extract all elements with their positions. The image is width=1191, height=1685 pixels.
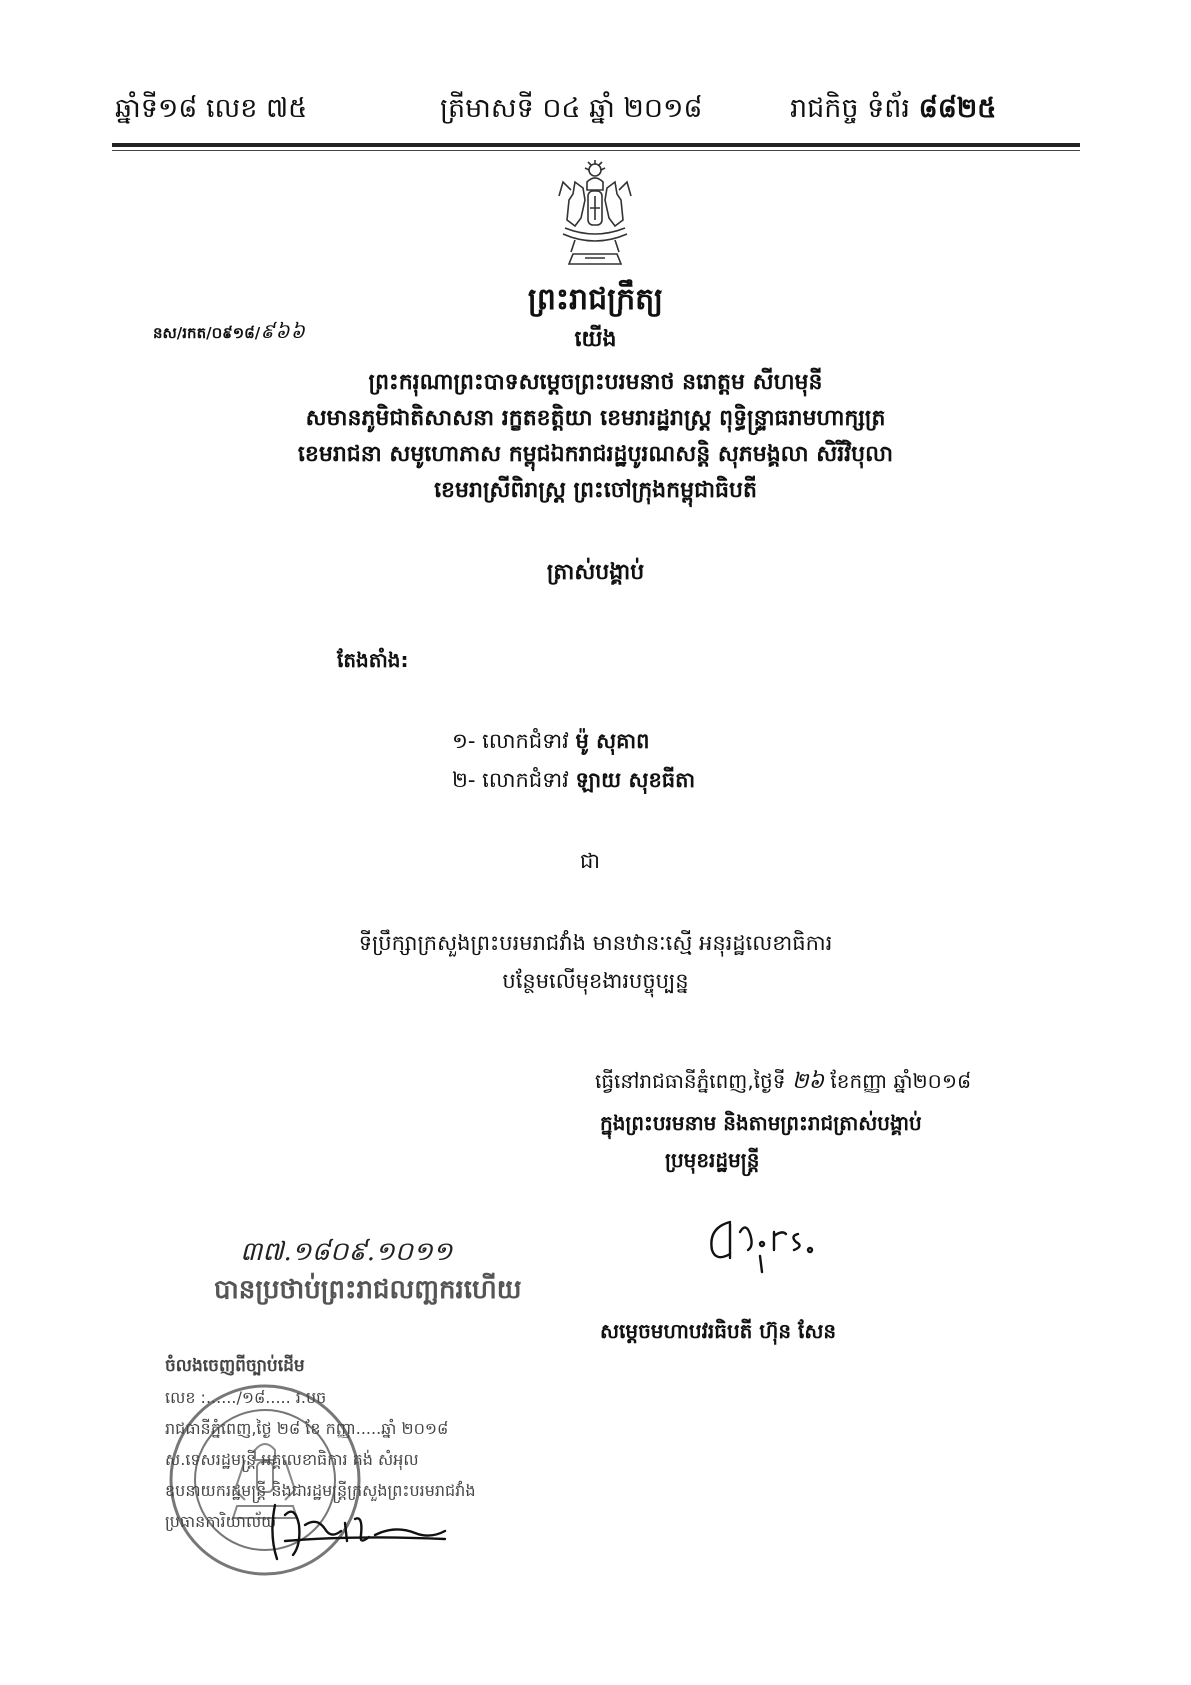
royal-title-line-3: ខេមរាជនា សមូហោភាស កម្ពុជឯករាជរដ្ឋបូរណសន្តិ សុភមង្គលា សិរីវិបុលា [297, 442, 894, 467]
appointee-number: ២- [452, 768, 476, 792]
gazette-page-label [790, 92, 996, 131]
royal-title-line-4: ខេមរាស្រីពិរាស្ត្រ ព្រះចៅក្រុងកម្ពុជាធិបតី [434, 478, 757, 503]
place-and-date [595, 1067, 971, 1099]
copy-deputy-line: ឧបនាយករដ្ឋមន្ត្រី និងជារដ្ឋមន្ត្រីក្រសួងព្រះបរមរាជវាំង [165, 1481, 476, 1500]
copy-office-line: ស.ទេសរដ្ឋមន្ត្រី អគ្គលេខាធិការ គង់ សំអុល [165, 1450, 419, 1469]
header-rule-thick [112, 143, 1080, 147]
prime-minister-signature-icon [700, 1210, 840, 1280]
reference-handwritten: ៩៦៦ [260, 319, 306, 343]
position-line-1: ទីប្រឹក្សាក្រសួងព្រះបរមរាជវាំង មានឋានៈស្មើ អនុរដ្ឋលេខាធិការ [358, 931, 833, 955]
decree-title: ព្រះរាជក្រឹត្យ [527, 282, 664, 317]
royal-title-line-2: សមានភូមិជាតិសាសនា រក្ខតខត្តិយា ខេមរារដ្ឋរាស្ត្រ ពុទ្ធិន្ទ្រាធរាមហាក្សត្រ [305, 406, 886, 431]
decree-command-heading: ត្រាស់បង្គាប់ [546, 560, 645, 585]
header-rule-thin [112, 150, 1080, 151]
cosign-line: ក្នុងព្រះបរមនាម និងតាមព្រះរាជត្រាស់បង្គាប់ [600, 1111, 922, 1135]
as-word: ជា [580, 849, 600, 873]
appoint-label: តែងតាំង: [337, 648, 409, 672]
appointee-1 [452, 728, 649, 759]
place-date-suffix: ខែកញ្ញា ឆ្នាំ២០១៨ [830, 1069, 972, 1093]
appointee-number: ១- [452, 729, 476, 753]
copy-signer-line: ប្រធានការិយាល័យ [165, 1512, 277, 1531]
page-number: ៨៨២៥ [918, 93, 997, 124]
royal-coat-of-arms-icon [545, 160, 645, 272]
copy-title: ចំលងចេញពីច្បាប់ដើម [165, 1356, 305, 1376]
appointee-title: លោកជំទាវ [482, 768, 569, 792]
appointee-2 [452, 767, 695, 798]
appointee-name: ម៉ូ សុគាព [575, 729, 650, 753]
registration-number: ៣៧.១៨០៩.១០១១ [240, 1237, 453, 1267]
page-prefix: រាជកិច្ច ទំព័រ [790, 93, 910, 124]
position-line-2: បន្ថែមលើមុខងារបច្ចុប្បន្ន [502, 969, 689, 993]
reference-printed: នស/រកត/០៩១៨/ [153, 324, 261, 342]
royal-title-line-1: ព្រះករុណាព្រះបាទសម្តេចព្រះបរមនាថ នរោត្តម សីហមុនី [368, 370, 823, 395]
registration-stamp: បានប្រថាប់ព្រះរាជលញ្ឆករហើយ [214, 1275, 522, 1305]
gazette-year-issue: ឆ្នាំទី១៨ លេខ ៧៥ [115, 93, 308, 124]
prime-minister-name: សម្តេចមហាបវរធិបតី ហ៊ុន សែន [600, 1319, 837, 1343]
copy-date-line: រាជធានីភ្នំពេញ,ថ្ងៃ ២៨ ខែ កញ្ញា.....ឆ្នាំ ២០១៨ [165, 1419, 449, 1438]
prime-minister-title: ប្រមុខរដ្ឋមន្ត្រី [665, 1148, 760, 1172]
gazette-quarter: ត្រីមាសទី ០៤ ឆ្នាំ ២០១៨ [440, 93, 703, 124]
handwritten-day: ២៦ [791, 1069, 825, 1094]
copy-number-line: លេខ :....../១៨..... រ.បច [165, 1388, 327, 1407]
certifier-signature-icon [265, 1495, 455, 1565]
appointee-name: ឡាយ សុខធីតា [575, 768, 696, 792]
decree-we: យើង [574, 327, 617, 352]
appointee-title: លោកជំទាវ [482, 729, 569, 753]
place-date-prefix: ធ្វើនៅរាជធានីភ្នំពេញ,ថ្ងៃទី [595, 1069, 786, 1093]
